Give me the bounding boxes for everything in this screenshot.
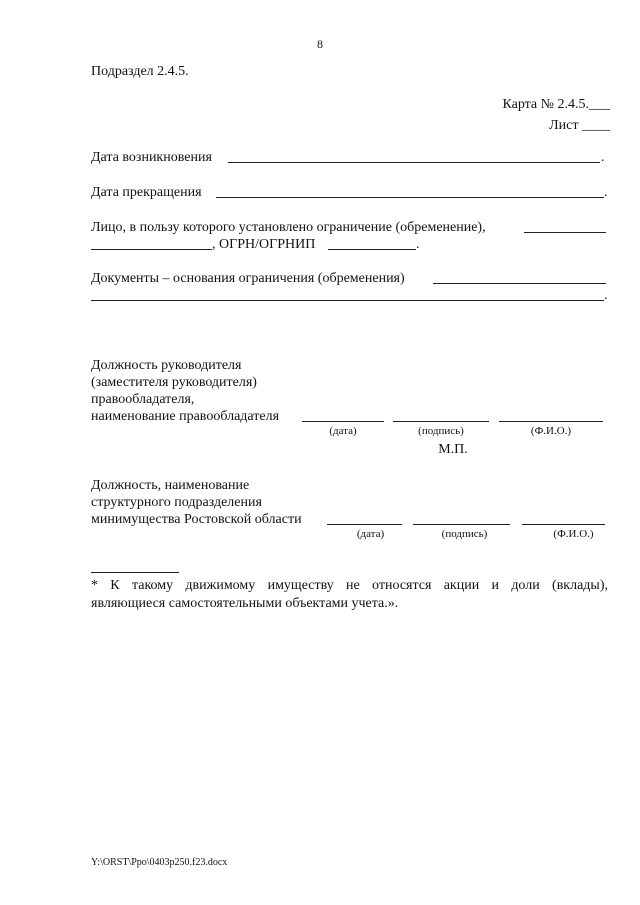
sig2-line-1: Должность, наименование <box>91 478 250 493</box>
page-number: 8 <box>317 37 323 51</box>
ogrn-line <box>328 249 416 250</box>
end-date-label: Дата прекращения <box>91 185 202 200</box>
sig2-date-caption: (дата) <box>356 528 385 540</box>
sig2-line-3: минимущества Ростовской области <box>91 512 302 527</box>
documents-label: Документы – основания ограничения (обременения) <box>91 271 405 286</box>
documents-period: . <box>604 288 608 303</box>
ogrn-label: , ОГРН/ОГРНИП <box>212 237 316 252</box>
sig1-name-caption: (Ф.И.О.) <box>530 425 572 437</box>
sig2-signature-line <box>413 524 510 525</box>
footnote-line-1: * К такому движимому имуществу не относятся акции и доли (вклады), <box>91 578 608 593</box>
sig1-line-1: Должность руководителя <box>91 358 242 373</box>
documents-line-2 <box>91 300 604 301</box>
end-date-line <box>216 197 604 198</box>
documents-line-1 <box>433 283 606 284</box>
sig2-name-line <box>522 524 605 525</box>
sig1-signature-line <box>393 421 489 422</box>
start-date-label: Дата возникновения <box>91 150 212 165</box>
subsection-title: Подраздел 2.4.5. <box>91 64 189 79</box>
beneficiary-line-2 <box>91 249 212 250</box>
sheet-number: Лист ____ <box>549 118 610 133</box>
sig1-line-3: правообладателя, <box>91 392 195 407</box>
sig1-name-line <box>499 421 603 422</box>
sig2-signature-caption: (подпись) <box>441 528 488 540</box>
ogrn-period: . <box>416 237 420 252</box>
sig1-signature-caption: (подпись) <box>418 425 464 437</box>
sig2-line-2: структурного подразделения <box>91 495 262 510</box>
sig1-date-line <box>302 421 384 422</box>
sig1-line-2: (заместителя руководителя) <box>91 375 257 390</box>
seal-label: М.П. <box>438 442 468 457</box>
sig2-date-line <box>327 524 402 525</box>
footnote-line-2: являющиеся самостоятельными объектами учета.». <box>91 596 399 611</box>
start-date-period: . <box>601 150 605 165</box>
beneficiary-line-1 <box>524 232 606 233</box>
sig2-name-caption: (Ф.И.О.) <box>553 528 594 540</box>
beneficiary-label: Лицо, в пользу которого установлено ограничение (обременение), <box>91 220 486 235</box>
end-date-period: . <box>604 185 608 200</box>
file-path: Y:\ORST\Ppo\0403p250.f23.docx <box>91 857 228 868</box>
start-date-line <box>228 162 600 163</box>
sig1-line-4: наименование правообладателя <box>91 409 280 424</box>
footnote-separator <box>91 572 179 573</box>
card-number: Карта № 2.4.5.___ <box>502 97 610 112</box>
sig1-date-caption: (дата) <box>329 425 357 437</box>
